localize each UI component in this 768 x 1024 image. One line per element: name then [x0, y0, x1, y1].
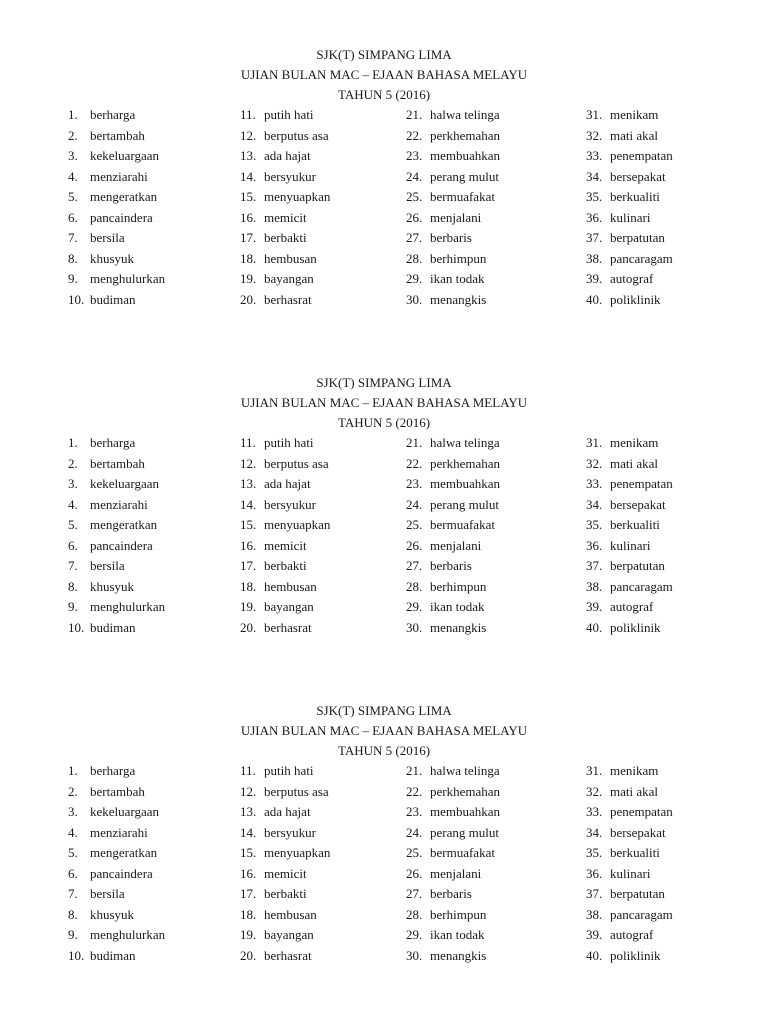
item-number: 2.: [68, 127, 78, 143]
item-number: 29.: [406, 927, 423, 942]
item-number: 1.: [68, 763, 78, 778]
item-word: menziarahi: [90, 496, 148, 512]
item-number: 34.: [586, 496, 603, 512]
item-number: 31.: [586, 763, 603, 778]
item-word: berharga: [90, 763, 136, 778]
item-word: ada hajat: [264, 804, 311, 819]
item-word: kulinari: [610, 209, 651, 225]
item-number: 3.: [68, 804, 78, 819]
item-number: 18.: [240, 906, 257, 922]
item-word: pancaragam: [610, 578, 673, 594]
class-level: TAHUN 5 (2016): [337, 743, 431, 758]
item-number: 15.: [240, 845, 257, 860]
item-word: bersyukur: [264, 168, 316, 184]
item-word: kekeluargaan: [90, 476, 160, 491]
item-number: 28.: [406, 578, 423, 594]
item-number: 35.: [586, 845, 603, 860]
item-word: kulinari: [610, 537, 651, 553]
item-number: 5.: [68, 845, 78, 860]
item-number: 16.: [240, 865, 257, 881]
item-word: bermuafakat: [430, 517, 495, 532]
item-word: menangkis: [430, 619, 487, 635]
item-number: 11.: [240, 763, 256, 778]
item-number: 15.: [240, 189, 257, 204]
item-word: bersila: [90, 886, 125, 901]
exam-title: UJIAN BULAN MAC – EJAAN BAHASA MELAYU: [240, 723, 528, 738]
item-number: 24.: [406, 168, 423, 184]
item-word: halwa telinga: [430, 435, 500, 450]
item-number: 34.: [586, 168, 603, 184]
item-number: 38.: [586, 578, 603, 594]
school-name: SJK(T) SIMPANG LIMA: [316, 47, 452, 62]
item-word: menziarahi: [90, 168, 148, 184]
item-word: halwa telinga: [430, 107, 500, 122]
item-word: poliklinik: [610, 947, 661, 963]
item-word: berkualiti: [610, 517, 660, 532]
item-number: 11.: [240, 435, 256, 450]
item-word: berbaris: [430, 886, 472, 901]
item-word: membuahkan: [430, 804, 501, 819]
item-word: kulinari: [610, 865, 651, 881]
item-word: berkualiti: [610, 845, 660, 860]
item-number: 11.: [240, 107, 256, 122]
item-number: 19.: [240, 271, 257, 286]
item-word: bersepakat: [610, 168, 666, 184]
item-number: 39.: [586, 271, 603, 286]
item-number: 9.: [68, 599, 78, 614]
school-name: SJK(T) SIMPANG LIMA: [316, 703, 452, 718]
item-word: penempatan: [610, 804, 673, 819]
class-level: TAHUN 5 (2016): [337, 415, 431, 430]
item-number: 28.: [406, 250, 423, 266]
item-word: perang mulut: [430, 824, 499, 840]
item-number: 16.: [240, 209, 257, 225]
item-number: 28.: [406, 906, 423, 922]
exam-title: UJIAN BULAN MAC – EJAAN BAHASA MELAYU: [240, 67, 528, 82]
item-word: memicit: [264, 537, 307, 553]
item-word: berpatutan: [610, 558, 665, 573]
item-number: 23.: [406, 148, 423, 163]
item-number: 35.: [586, 189, 603, 204]
item-number: 32.: [586, 783, 603, 799]
item-number: 24.: [406, 496, 423, 512]
item-word: bermuafakat: [430, 845, 495, 860]
item-word: bersyukur: [264, 496, 316, 512]
item-number: 29.: [406, 599, 423, 614]
item-number: 6.: [68, 537, 78, 553]
item-number: 23.: [406, 804, 423, 819]
item-word: berbaris: [430, 230, 472, 245]
item-word: memicit: [264, 209, 307, 225]
item-number: 34.: [586, 824, 603, 840]
item-number: 14.: [240, 496, 257, 512]
item-word: putih hati: [264, 435, 314, 450]
item-number: 39.: [586, 599, 603, 614]
item-word: perang mulut: [430, 168, 499, 184]
item-word: halwa telinga: [430, 763, 500, 778]
item-number: 33.: [586, 804, 603, 819]
item-number: 13.: [240, 476, 257, 491]
item-word: berhimpun: [430, 906, 487, 922]
item-word: penempatan: [610, 476, 673, 491]
item-number: 15.: [240, 517, 257, 532]
item-number: 30.: [406, 947, 423, 963]
item-number: 4.: [68, 168, 78, 184]
item-word: berhasrat: [264, 291, 312, 307]
item-number: 37.: [586, 886, 603, 901]
item-number: 21.: [406, 107, 423, 122]
item-number: 36.: [586, 537, 603, 553]
item-word: berpatutan: [610, 230, 665, 245]
item-number: 25.: [406, 845, 423, 860]
item-word: menikam: [610, 435, 659, 450]
item-number: 12.: [240, 455, 257, 471]
item-word: poliklinik: [610, 619, 661, 635]
item-number: 5.: [68, 517, 78, 532]
item-number: 22.: [406, 455, 423, 471]
item-word: berpatutan: [610, 886, 665, 901]
item-word: berharga: [90, 107, 136, 122]
item-number: 17.: [240, 558, 257, 573]
item-word: mengeratkan: [90, 845, 158, 860]
item-number: 22.: [406, 783, 423, 799]
item-word: berputus asa: [264, 455, 329, 471]
item-number: 38.: [586, 250, 603, 266]
item-word: menghulurkan: [90, 599, 166, 614]
item-word: mati akal: [610, 455, 659, 471]
item-word: bayangan: [264, 599, 314, 614]
item-word: putih hati: [264, 763, 314, 778]
item-word: mengeratkan: [90, 517, 158, 532]
item-number: 13.: [240, 148, 257, 163]
item-word: bersyukur: [264, 824, 316, 840]
item-word: perkhemahan: [430, 455, 501, 471]
item-number: 8.: [68, 578, 78, 594]
item-word: menjalani: [430, 209, 482, 225]
item-word: ikan todak: [430, 271, 485, 286]
item-number: 26.: [406, 209, 423, 225]
item-number: 21.: [406, 435, 423, 450]
item-number: 26.: [406, 865, 423, 881]
item-number: 8.: [68, 250, 78, 266]
item-word: pancaragam: [610, 906, 673, 922]
item-word: autograf: [610, 927, 654, 942]
item-word: membuahkan: [430, 148, 501, 163]
item-word: menyuapkan: [264, 189, 331, 204]
item-word: menziarahi: [90, 824, 148, 840]
school-name: SJK(T) SIMPANG LIMA: [316, 375, 452, 390]
item-word: hembusan: [264, 250, 317, 266]
item-word: ikan todak: [430, 599, 485, 614]
item-number: 40.: [586, 947, 603, 963]
item-word: berhasrat: [264, 619, 312, 635]
item-word: berharga: [90, 435, 136, 450]
item-number: 1.: [68, 435, 78, 450]
item-word: mati akal: [610, 783, 659, 799]
item-number: 9.: [68, 927, 78, 942]
item-word: kekeluargaan: [90, 148, 160, 163]
item-word: autograf: [610, 599, 654, 614]
item-word: bersepakat: [610, 824, 666, 840]
item-word: berkualiti: [610, 189, 660, 204]
item-word: bertambah: [90, 127, 145, 143]
item-number: 7.: [68, 230, 78, 245]
item-word: memicit: [264, 865, 307, 881]
item-number: 24.: [406, 824, 423, 840]
item-word: berbakti: [264, 886, 307, 901]
item-word: mengeratkan: [90, 189, 158, 204]
item-word: bersepakat: [610, 496, 666, 512]
item-number: 16.: [240, 537, 257, 553]
item-number: 27.: [406, 230, 423, 245]
item-number: 25.: [406, 517, 423, 532]
item-word: khusyuk: [90, 906, 135, 922]
item-number: 2.: [68, 455, 78, 471]
item-number: 4.: [68, 496, 78, 512]
item-number: 6.: [68, 209, 78, 225]
item-word: perkhemahan: [430, 783, 501, 799]
item-number: 37.: [586, 558, 603, 573]
item-number: 10.: [68, 947, 85, 963]
item-word: pancaindera: [90, 865, 153, 881]
item-number: 13.: [240, 804, 257, 819]
item-word: perang mulut: [430, 496, 499, 512]
item-number: 14.: [240, 824, 257, 840]
item-number: 20.: [240, 619, 257, 635]
item-number: 18.: [240, 578, 257, 594]
item-word: menangkis: [430, 291, 487, 307]
item-number: 9.: [68, 271, 78, 286]
item-number: 20.: [240, 291, 257, 307]
item-word: menyuapkan: [264, 517, 331, 532]
item-number: 32.: [586, 127, 603, 143]
item-word: ikan todak: [430, 927, 485, 942]
item-word: bersila: [90, 558, 125, 573]
item-word: kekeluargaan: [90, 804, 160, 819]
item-word: berhimpun: [430, 578, 487, 594]
item-number: 14.: [240, 168, 257, 184]
item-number: 27.: [406, 558, 423, 573]
item-word: perkhemahan: [430, 127, 501, 143]
item-number: 8.: [68, 906, 78, 922]
item-number: 33.: [586, 148, 603, 163]
item-number: 1.: [68, 107, 78, 122]
item-number: 6.: [68, 865, 78, 881]
item-number: 23.: [406, 476, 423, 491]
item-word: autograf: [610, 271, 654, 286]
exam-title: UJIAN BULAN MAC – EJAAN BAHASA MELAYU: [240, 395, 528, 410]
item-word: khusyuk: [90, 250, 135, 266]
item-number: 5.: [68, 189, 78, 204]
item-number: 37.: [586, 230, 603, 245]
item-word: hembusan: [264, 578, 317, 594]
item-word: budiman: [90, 947, 136, 963]
item-number: 12.: [240, 783, 257, 799]
item-word: berputus asa: [264, 783, 329, 799]
item-word: berhasrat: [264, 947, 312, 963]
item-number: 25.: [406, 189, 423, 204]
item-word: pancaindera: [90, 209, 153, 225]
item-word: berbakti: [264, 558, 307, 573]
item-number: 22.: [406, 127, 423, 143]
item-number: 40.: [586, 291, 603, 307]
item-word: bertambah: [90, 455, 145, 471]
item-word: menjalani: [430, 865, 482, 881]
item-word: menikam: [610, 763, 659, 778]
item-word: putih hati: [264, 107, 314, 122]
item-number: 4.: [68, 824, 78, 840]
item-number: 2.: [68, 783, 78, 799]
item-word: menjalani: [430, 537, 482, 553]
item-number: 26.: [406, 537, 423, 553]
class-level: TAHUN 5 (2016): [337, 87, 431, 102]
item-word: pancaragam: [610, 250, 673, 266]
item-number: 18.: [240, 250, 257, 266]
item-number: 38.: [586, 906, 603, 922]
item-number: 39.: [586, 927, 603, 942]
item-number: 12.: [240, 127, 257, 143]
item-number: 31.: [586, 107, 603, 122]
item-number: 7.: [68, 558, 78, 573]
item-word: berhimpun: [430, 250, 487, 266]
item-number: 17.: [240, 886, 257, 901]
item-number: 30.: [406, 619, 423, 635]
item-word: bertambah: [90, 783, 145, 799]
item-word: mati akal: [610, 127, 659, 143]
item-number: 31.: [586, 435, 603, 450]
item-number: 21.: [406, 763, 423, 778]
item-number: 10.: [68, 619, 85, 635]
item-word: khusyuk: [90, 578, 135, 594]
item-word: berbaris: [430, 558, 472, 573]
item-number: 36.: [586, 209, 603, 225]
item-word: menghulurkan: [90, 927, 166, 942]
item-number: 40.: [586, 619, 603, 635]
item-word: menangkis: [430, 947, 487, 963]
item-number: 35.: [586, 517, 603, 532]
item-word: menyuapkan: [264, 845, 331, 860]
item-number: 17.: [240, 230, 257, 245]
item-word: menikam: [610, 107, 659, 122]
item-word: budiman: [90, 291, 136, 307]
item-number: 36.: [586, 865, 603, 881]
item-word: menghulurkan: [90, 271, 166, 286]
item-word: berbakti: [264, 230, 307, 245]
item-word: berputus asa: [264, 127, 329, 143]
item-number: 10.: [68, 291, 85, 307]
item-number: 3.: [68, 148, 78, 163]
item-word: pancaindera: [90, 537, 153, 553]
item-word: budiman: [90, 619, 136, 635]
item-word: penempatan: [610, 148, 673, 163]
item-word: bayangan: [264, 927, 314, 942]
item-word: bersila: [90, 230, 125, 245]
item-word: ada hajat: [264, 476, 311, 491]
item-word: hembusan: [264, 906, 317, 922]
item-number: 27.: [406, 886, 423, 901]
item-number: 33.: [586, 476, 603, 491]
item-word: membuahkan: [430, 476, 501, 491]
item-number: 20.: [240, 947, 257, 963]
item-number: 32.: [586, 455, 603, 471]
item-word: bayangan: [264, 271, 314, 286]
item-number: 29.: [406, 271, 423, 286]
item-word: bermuafakat: [430, 189, 495, 204]
item-word: poliklinik: [610, 291, 661, 307]
item-number: 19.: [240, 927, 257, 942]
item-word: ada hajat: [264, 148, 311, 163]
item-number: 19.: [240, 599, 257, 614]
item-number: 3.: [68, 476, 78, 491]
item-number: 7.: [68, 886, 78, 901]
item-number: 30.: [406, 291, 423, 307]
